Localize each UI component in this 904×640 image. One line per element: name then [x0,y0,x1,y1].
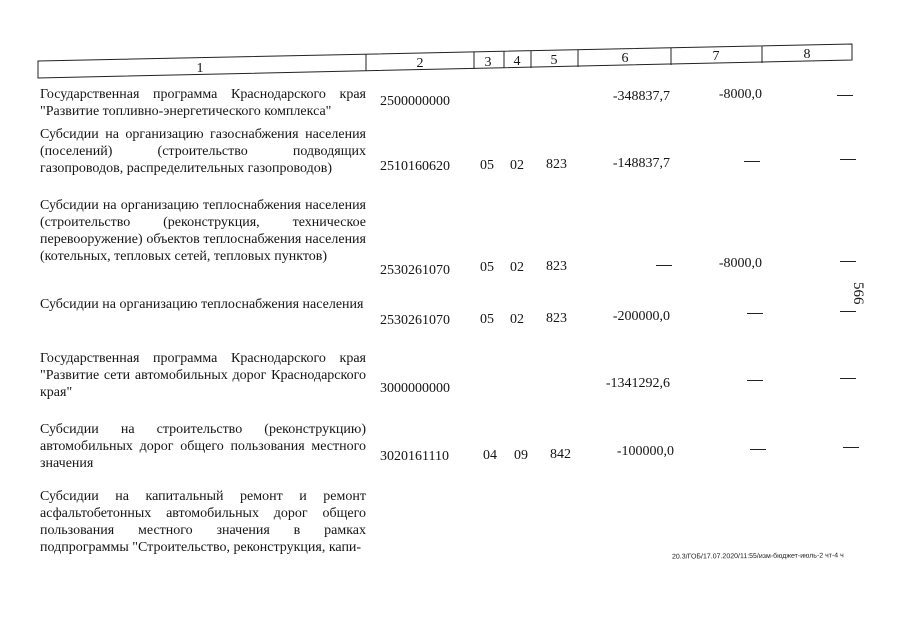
row-col7-dash [747,313,763,314]
row-col6-value: -200000,0 [612,309,670,324]
row-col8-dash [840,311,856,312]
row-col7-value: -8000,0 [718,256,762,271]
row-description: Государственная программа Краснодарского края "Развитие сети автомобильных дорог Краснодарского края" [40,351,366,400]
header-col-5: 5 [550,53,558,68]
row-description: Субсидии на капитальный ремонт и ремонт асфальтобетонных автомобильных дорог общего пользования местного значения в рамках подпрограммы "Строительство, реконструкция, капи- [40,489,366,555]
header-col-7: 7 [712,49,720,64]
row-col3: 05 [480,312,494,327]
row-code: 2510160620 [380,159,450,174]
row-code: 2530261070 [380,263,450,278]
row-col7-value: -8000,0 [718,87,762,102]
row-col8-dash [840,159,856,160]
header-col-1: 1 [196,61,204,76]
row-col6-dash [656,265,672,266]
row-col6-value: -148837,7 [612,156,670,171]
row-col3: 04 [483,448,497,463]
row-col3: 05 [480,260,494,275]
row-description: Государственная программа Краснодарского края "Развитие топливно-энергетического комплекса" [40,87,366,119]
row-description: Субсидии на организацию теплоснабжения населения (строительство (реконструкция, техническое перевооружение) объектов теплоснабжения населения (котельных, тепловых сетей, тепловых пунктов) [40,198,366,264]
row-col5: 842 [550,447,571,462]
row-col6-value: -1341292,6 [605,376,670,391]
row-col8-dash [840,378,856,379]
row-description: Субсидии на организацию газоснабжения населения (поселений) (строительство подводящих газопроводов, распределительных газопроводов) [40,127,366,176]
header-col-8: 8 [803,47,811,62]
row-col4: 02 [510,312,524,327]
row-col3: 05 [480,158,494,173]
header-col-6: 6 [621,51,629,66]
row-code: 2530261070 [380,313,450,328]
row-col6-value: -348837,7 [612,89,670,104]
row-col6-value: -100000,0 [616,444,674,459]
row-col5: 823 [546,157,567,172]
row-description: Субсидии на строительство (реконструкцию) автомобильных дорог общего пользования местного значения [40,422,366,471]
row-code: 3000000000 [380,381,450,396]
row-col5: 823 [546,311,567,326]
row-col4: 09 [514,448,528,463]
row-col4: 02 [510,260,524,275]
row-col8-dash [837,95,853,96]
page-number: 566 [850,282,866,305]
header-col-3: 3 [484,55,492,70]
header-col-2: 2 [416,56,424,71]
row-code: 3020161110 [380,449,449,464]
row-description: Субсидии на организацию теплоснабжения населения [40,297,364,312]
row-col8-dash [843,447,859,448]
row-col5: 823 [546,259,567,274]
footer-stamp: 20.3/ГОБ/17.07.2020/11:55/изм-бюджет-июль-2 чт-4 ч [671,552,844,561]
row-col7-dash [744,161,760,162]
row-col4: 02 [510,158,524,173]
row-col8-dash [840,261,856,262]
row-col7-dash [747,380,763,381]
row-code: 2500000000 [380,94,450,109]
header-col-4: 4 [513,54,521,69]
row-col7-dash [750,449,766,450]
